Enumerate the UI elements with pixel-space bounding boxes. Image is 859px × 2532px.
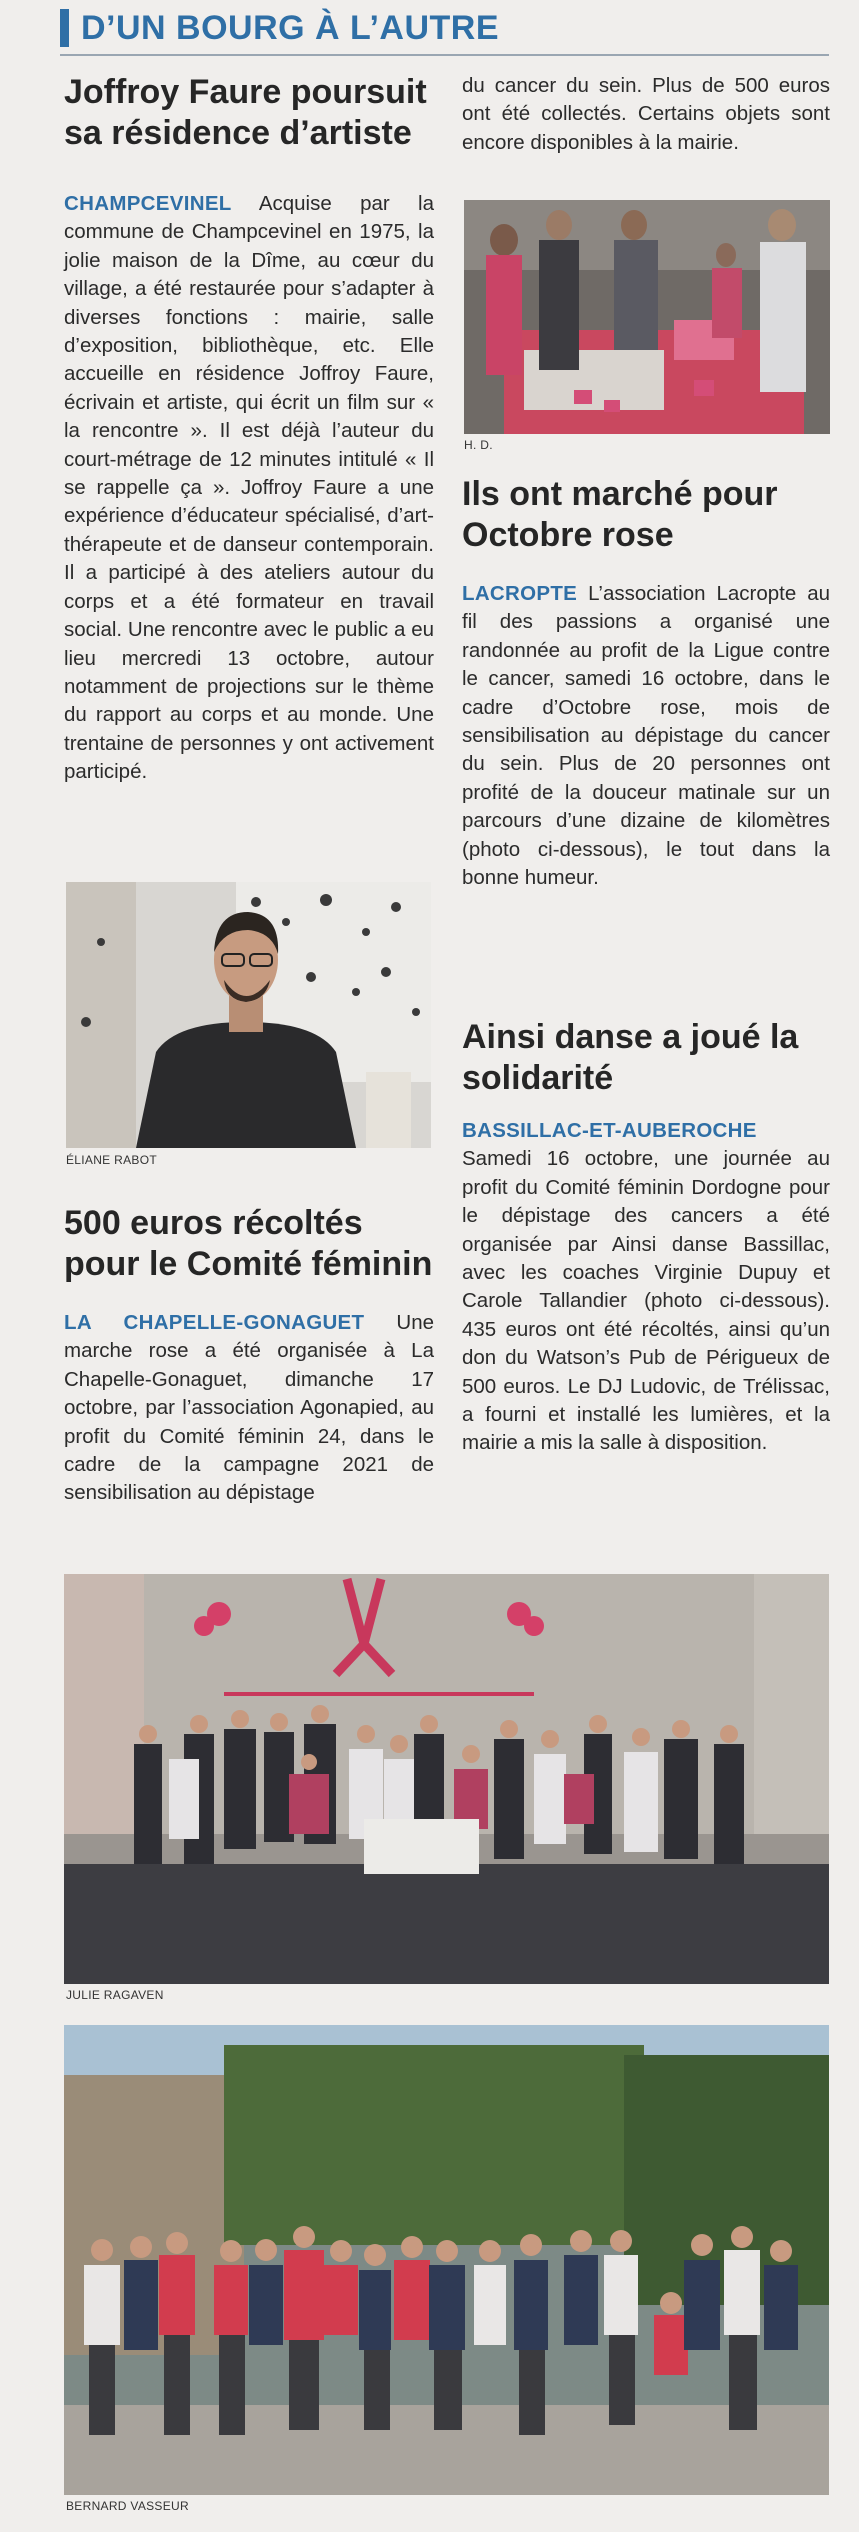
section-rule [60,54,829,56]
photo-joffroy-faure [66,882,431,1148]
article-place: LA CHAPELLE-GONAGUET [64,1311,365,1334]
article-champcevinel [64,72,434,787]
article-text: Une marche rose a été organisée à La Chapelle-Gonaguet, dimanche 17 octobre, par l’association Agonapied, au profit du Comité féminin 24, dans le cadre de la campagne 2021 de sensibilisation au dépistage [64,1311,435,1505]
section-accent-bar [60,9,69,47]
article-place: CHAMPCEVINEL [64,192,232,215]
section-title: D’UN BOURG À L’AUTRE [81,8,499,47]
article-body [64,1309,434,1508]
article-chapelle-gonaguet [64,1203,434,1508]
article-headline: Joffroy Faure poursuit sa résidence d’artiste [64,73,427,152]
article-text: Acquise par la commune de Champcevinel en 1975, la jolie maison de la Dîme, au cœur du village, a été restaurée pour s’adapter à diverses fonctions : mairie, salle d’exposition, bibliothèque, etc. Elle accueille en résidence Joffroy Faure, écrivain et artiste, qui écrit un film sur « la rencontre ». Il est déjà l’auteur du court-métrage de 12 minutes intitulé « Il se rappelle ça ». Joffroy Faure a une expérience d’éducateur spécialisé, d’art-thérapeute et de danseur contemporain. Il a participé à des ateliers autour du corps et a été formateur en travail social. Une rencontre avec le public a eu lieu mercredi 13 octobre, autour notamment de projections sur le thème du rapport au corps et au monde. Une trentaine de personnes y ont activement participé. [64,192,434,784]
photo-credit: JULIE RAGAVEN [66,1988,164,2002]
article-continuation [462,72,830,157]
article-text: L’association Lacropte au fil des passions a organisé une randonnée au profit de la Ligue contre le cancer, samedi 16 octobre, dans le cadre d’Octobre rose, mois de sensibilisation au dépistage du cancer du sein. Plus de 20 personnes ont profité de la douceur matinale sur un parcours d’une dizaine de kilomètres (photo ci-dessous), le tout dans la bonne humeur. [462,582,831,890]
article-place: LACROPTE [462,582,578,605]
article-headline: 500 euros récoltés pour le Comité féminin [64,1204,433,1283]
photo-lacropte-hikers [64,2025,829,2495]
article-headline: Ils ont marché pour Octobre rose [462,475,778,554]
article-bassillac [462,1017,830,1458]
photo-credit: BERNARD VASSEUR [66,2499,189,2513]
article-body [462,1117,830,1458]
article-place: BASSILLAC-ET-AUBEROCHE [462,1119,757,1142]
article-headline: Ainsi danse a joué la solidarité [462,1018,799,1097]
photo-marche-rose [464,200,830,434]
article-lacropte [462,474,830,892]
photo-ainsi-danse-group [64,1574,829,1984]
article-text-continued: du cancer du sein. Plus de 500 euros ont été collectés. Certains objets sont encore disponibles à la mairie. [462,74,830,154]
article-body [462,580,830,892]
photo-credit: H. D. [464,438,493,452]
photo-credit: ÉLIANE RABOT [66,1153,157,1167]
section-header [60,6,499,50]
article-text: Samedi 16 octobre, une journée au profit du Comité féminin Dordogne pour le dépistage des cancers a été organisée par Ainsi danse Bassillac, avec les coaches Virginie Dupuy et Carole Tallandier (photo ci-dessous). 435 euros ont été récoltés, ainsi qu’un don du Watson’s Pub de Périgueux de 500 euros. Le DJ Ludovic, de Trélissac, a fourni et installé les lumières, et la mairie a mis la salle à disposition. [462,1147,830,1455]
article-body [64,190,434,787]
